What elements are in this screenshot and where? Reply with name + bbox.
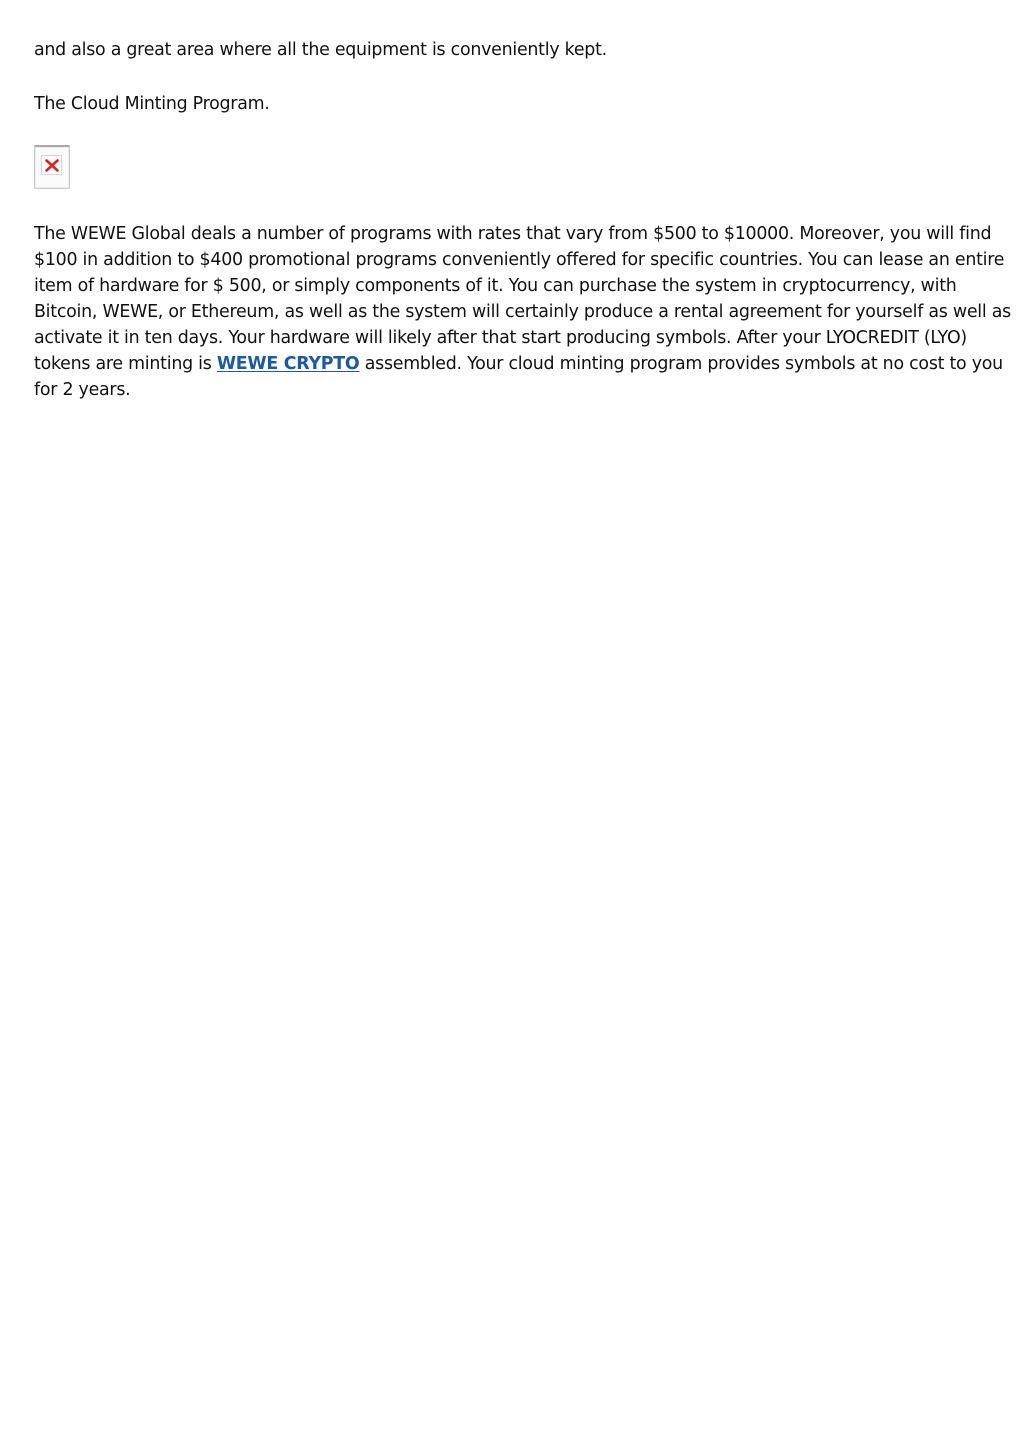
paragraph-line: for 2 years. — [34, 380, 131, 400]
paragraph-line-with-link — [34, 351, 1003, 377]
paragraph-line: activate it in ten days. Your hardware will likely after that start producing symbols. After your LYOCREDIT (LYO) — [34, 328, 967, 348]
paragraph-text: tokens are minting is — [34, 354, 217, 374]
section-heading: The Cloud Minting Program. — [34, 94, 270, 114]
paragraph-line: The WEWE Global deals a number of programs with rates that vary from $500 to $10000. Moreover, you will find — [34, 224, 992, 244]
paragraph-text: assembled. Your cloud minting program provides symbols at no cost to you — [359, 354, 1003, 374]
broken-image-icon — [34, 145, 70, 189]
image-frame — [41, 155, 62, 175]
close-icon — [45, 159, 59, 172]
paragraph-line: item of hardware for $ 500, or simply components of it. You can purchase the system in cryptocurrency, with — [34, 276, 957, 296]
paragraph-line: Bitcoin, WEWE, or Ethereum, as well as the system will certainly produce a rental agreement for yourself as well as — [34, 302, 1011, 322]
intro-text: and also a great area where all the equipment is conveniently kept. — [34, 40, 607, 60]
paragraph-line: $100 in addition to $400 promotional programs conveniently offered for specific countries. You can lease an entire — [34, 250, 1005, 270]
wewe-crypto-link[interactable]: WEWE CRYPTO — [216, 354, 360, 374]
